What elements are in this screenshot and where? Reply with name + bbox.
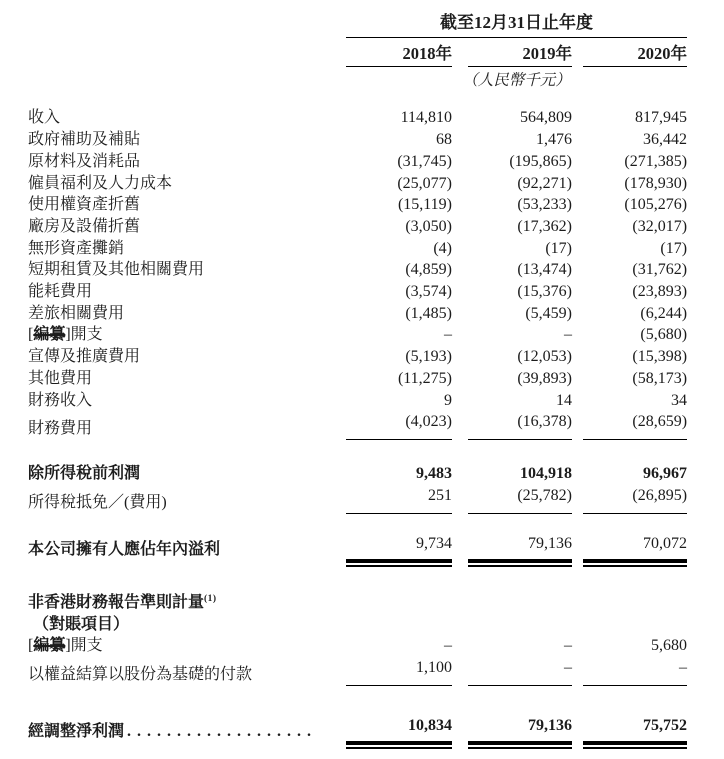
column-gap [572, 324, 583, 346]
value-cell: 251 [346, 485, 452, 513]
row-label [28, 411, 346, 439]
column-gap [572, 259, 583, 281]
column-gap [452, 485, 468, 513]
value-cell: (195,865) [509, 152, 572, 170]
bracket-close-text: ]開支 [65, 637, 103, 655]
value-cell: (23,893) [632, 283, 688, 301]
column-gap [572, 303, 583, 325]
header-label-spacer [28, 12, 346, 37]
value-cell: 104,918 [520, 465, 572, 483]
column-gap [572, 194, 583, 216]
year-header-2018: 2018年 [346, 37, 452, 67]
row-label [28, 589, 346, 614]
column-gap [452, 173, 468, 195]
row-label [28, 281, 346, 303]
column-gap [452, 657, 468, 685]
value-cell: 817,945 [635, 109, 688, 127]
table-row [28, 281, 687, 303]
label-text: 僱員福利及人力成本 [28, 174, 173, 192]
column-gap [452, 151, 468, 173]
value-cell: 36,442 [643, 131, 688, 149]
column-gap [452, 259, 468, 281]
table-row [28, 657, 687, 685]
value-cell: (5,459) [525, 304, 572, 322]
column-gap [452, 463, 468, 485]
header-label-spacer [28, 37, 346, 67]
row-label [28, 346, 346, 368]
redacted-text: 編纂 [33, 637, 66, 655]
value-cell: 9 [444, 391, 452, 409]
column-gap [572, 533, 583, 561]
value-cell [468, 614, 572, 636]
table-row [28, 324, 687, 346]
spacer-cell [28, 513, 687, 533]
column-gap [572, 657, 583, 685]
table-row [28, 390, 687, 412]
value-cell: (15,398) [632, 348, 688, 366]
value-cell: (15,119) [397, 196, 452, 214]
table-row [28, 129, 687, 151]
column-gap [452, 303, 468, 325]
row-label [28, 107, 346, 129]
header-label-spacer [28, 67, 346, 108]
table-row [28, 151, 687, 173]
label-text: 原材料及消耗品 [28, 152, 141, 170]
income-statement-table [28, 12, 687, 745]
row-label [28, 463, 346, 485]
value-cell: (31,762) [632, 261, 688, 279]
label-text: 非香港財務報告準則計量 [28, 594, 205, 612]
value-cell: (4,023) [346, 411, 452, 439]
column-gap [572, 37, 583, 67]
value-cell: (6,244) [640, 304, 688, 322]
value-cell: (25,077) [397, 174, 452, 192]
label-text: 宣傳及推廣費用 [28, 348, 141, 366]
column-gap [452, 216, 468, 238]
value-cell: 9,734 [346, 533, 452, 561]
row-label [28, 657, 346, 685]
row-label [28, 324, 346, 346]
row-label [28, 173, 346, 195]
table-row [28, 107, 687, 129]
value-cell: 114,810 [400, 109, 452, 127]
label-text: 本公司擁有人應佔年內溢利 [28, 541, 221, 559]
column-gap [452, 281, 468, 303]
spacer-row [28, 685, 687, 715]
column-gap [572, 614, 583, 636]
label-text: 短期租賃及其他相關費用 [28, 261, 205, 279]
column-gap [572, 151, 583, 173]
spacer-cell [28, 439, 687, 463]
year-header-2019: 2019年 [468, 37, 572, 67]
value-cell: (105,276) [624, 196, 688, 214]
value-cell: (5,193) [405, 348, 452, 366]
value-cell: – [583, 657, 687, 685]
column-gap [452, 715, 468, 743]
column-gap [452, 614, 468, 636]
row-label [28, 194, 346, 216]
column-gap [572, 281, 583, 303]
value-cell: (16,378) [468, 411, 572, 439]
year-header-row [28, 37, 687, 67]
row-label [28, 259, 346, 281]
label-text: 使用權資產折舊 [28, 196, 141, 214]
value-cell: (53,233) [517, 196, 572, 214]
table-row [28, 463, 687, 485]
label-text: 政府補助及補貼 [28, 131, 141, 149]
label-text: 收入 [28, 109, 61, 127]
value-cell: 79,136 [468, 533, 572, 561]
value-cell: (25,782) [468, 485, 572, 513]
label-text: 以權益結算以股份為基礎的付款 [28, 665, 253, 683]
value-cell: 34 [671, 391, 688, 409]
label-text: 財務費用 [28, 419, 93, 437]
row-label [28, 715, 346, 743]
unit-note-row [28, 67, 687, 108]
value-cell: (4) [433, 239, 452, 257]
table-row [28, 173, 687, 195]
column-gap [452, 589, 468, 614]
value-cell: (17,362) [517, 217, 572, 235]
value-cell: (15,376) [517, 283, 572, 301]
dot-leader: ................... [127, 723, 318, 741]
value-cell: 1,476 [536, 131, 572, 149]
label-text: 所得稅抵免／(費用) [28, 493, 167, 511]
column-gap [452, 533, 468, 561]
column-gap [572, 635, 583, 657]
value-cell: – [468, 657, 572, 685]
column-gap [452, 635, 468, 657]
column-gap [572, 589, 583, 614]
row-label [28, 129, 346, 151]
value-cell: (3,050) [405, 217, 452, 235]
column-gap [452, 37, 468, 67]
column-gap [452, 238, 468, 260]
label-text: （對賬項目） [33, 615, 130, 633]
value-cell: (3,574) [405, 283, 452, 301]
table-row [28, 303, 687, 325]
column-gap [572, 715, 583, 743]
table-row [28, 411, 687, 439]
row-label [28, 533, 346, 561]
column-gap [572, 238, 583, 260]
row-label [28, 303, 346, 325]
row-label [28, 635, 346, 657]
value-cell: (4,859) [405, 261, 452, 279]
table-row [28, 589, 687, 614]
table-row [28, 368, 687, 390]
row-label [28, 151, 346, 173]
value-cell: 96,967 [643, 465, 688, 483]
label-text: 能耗費用 [28, 283, 93, 301]
period-header-row [28, 12, 687, 37]
value-cell: (178,930) [624, 174, 688, 192]
table-row [28, 485, 687, 513]
value-cell: 9,483 [416, 465, 452, 483]
column-gap [452, 324, 468, 346]
year-header-2020: 2020年 [583, 37, 687, 67]
table-body [28, 107, 687, 743]
value-cell: 14 [556, 391, 572, 409]
column-gap [572, 346, 583, 368]
value-cell [468, 589, 572, 614]
row-label [28, 238, 346, 260]
table-row [28, 614, 687, 636]
column-gap [572, 216, 583, 238]
spacer-row [28, 513, 687, 533]
column-gap [572, 411, 583, 439]
column-gap [572, 390, 583, 412]
value-cell: (39,893) [517, 369, 572, 387]
value-cell [583, 614, 687, 636]
value-cell: (1,485) [405, 304, 452, 322]
value-cell: 70,072 [583, 533, 687, 561]
label-text: 經調整淨利潤 [28, 723, 125, 741]
value-cell: – [444, 326, 452, 344]
value-cell: 79,136 [468, 715, 572, 743]
value-cell: 75,752 [583, 715, 687, 743]
value-cell: – [564, 326, 572, 344]
table-row [28, 715, 687, 743]
currency-unit-note: （人民幣千元） [462, 72, 571, 90]
column-gap [452, 129, 468, 151]
table-row [28, 238, 687, 260]
table-row [28, 194, 687, 216]
column-gap [572, 173, 583, 195]
spacer-row [28, 439, 687, 463]
value-cell: (92,271) [517, 174, 572, 192]
value-cell: – [564, 637, 572, 655]
value-cell: (11,275) [397, 369, 452, 387]
label-text: 除所得稅前利潤 [28, 465, 141, 483]
value-cell: 564,809 [520, 109, 572, 127]
table-row [28, 533, 687, 561]
label-text: 財務收入 [28, 391, 93, 409]
column-gap [452, 411, 468, 439]
table-row [28, 216, 687, 238]
redacted-text: 編纂 [33, 326, 66, 344]
column-gap [452, 390, 468, 412]
value-cell: (271,385) [624, 152, 688, 170]
row-label [28, 368, 346, 390]
value-cell: (5,680) [640, 326, 688, 344]
value-cell: (32,017) [632, 217, 688, 235]
table-row [28, 259, 687, 281]
spacer-cell [28, 685, 687, 715]
bracket-open: [ [28, 326, 34, 344]
value-cell: (31,745) [397, 152, 452, 170]
column-gap [452, 107, 468, 129]
row-label [28, 390, 346, 412]
column-gap [572, 368, 583, 390]
value-cell: 10,834 [346, 715, 452, 743]
bracket-close-text: ]開支 [65, 326, 103, 344]
value-cell: (13,474) [517, 261, 572, 279]
value-cell: (26,895) [583, 485, 687, 513]
value-cell: – [444, 637, 452, 655]
column-gap [572, 129, 583, 151]
label-text: 無形資產攤銷 [28, 239, 125, 257]
row-label [28, 216, 346, 238]
value-cell [346, 614, 452, 636]
column-gap [452, 194, 468, 216]
label-text: 差旅相關費用 [28, 304, 125, 322]
value-cell: 1,100 [346, 657, 452, 685]
column-gap [452, 368, 468, 390]
column-gap [572, 463, 583, 485]
footnote-superscript: (1) [204, 594, 217, 605]
label-text: 廠房及設備折舊 [28, 217, 141, 235]
row-label [28, 614, 346, 636]
bracket-open: [ [28, 637, 34, 655]
column-gap [572, 107, 583, 129]
period-title: 截至12月31日止年度 [346, 12, 687, 37]
table-row [28, 346, 687, 368]
value-cell [346, 589, 452, 614]
table-row [28, 635, 687, 657]
label-text: 其他費用 [28, 369, 93, 387]
value-cell: 5,680 [651, 637, 688, 655]
value-cell [583, 589, 687, 614]
value-cell: 68 [436, 131, 452, 149]
row-label [28, 485, 346, 513]
value-cell: (17) [660, 239, 688, 257]
column-gap [452, 346, 468, 368]
value-cell: (58,173) [632, 369, 688, 387]
value-cell: (12,053) [517, 348, 572, 366]
value-cell: (28,659) [583, 411, 687, 439]
value-cell: (17) [545, 239, 572, 257]
column-gap [572, 485, 583, 513]
